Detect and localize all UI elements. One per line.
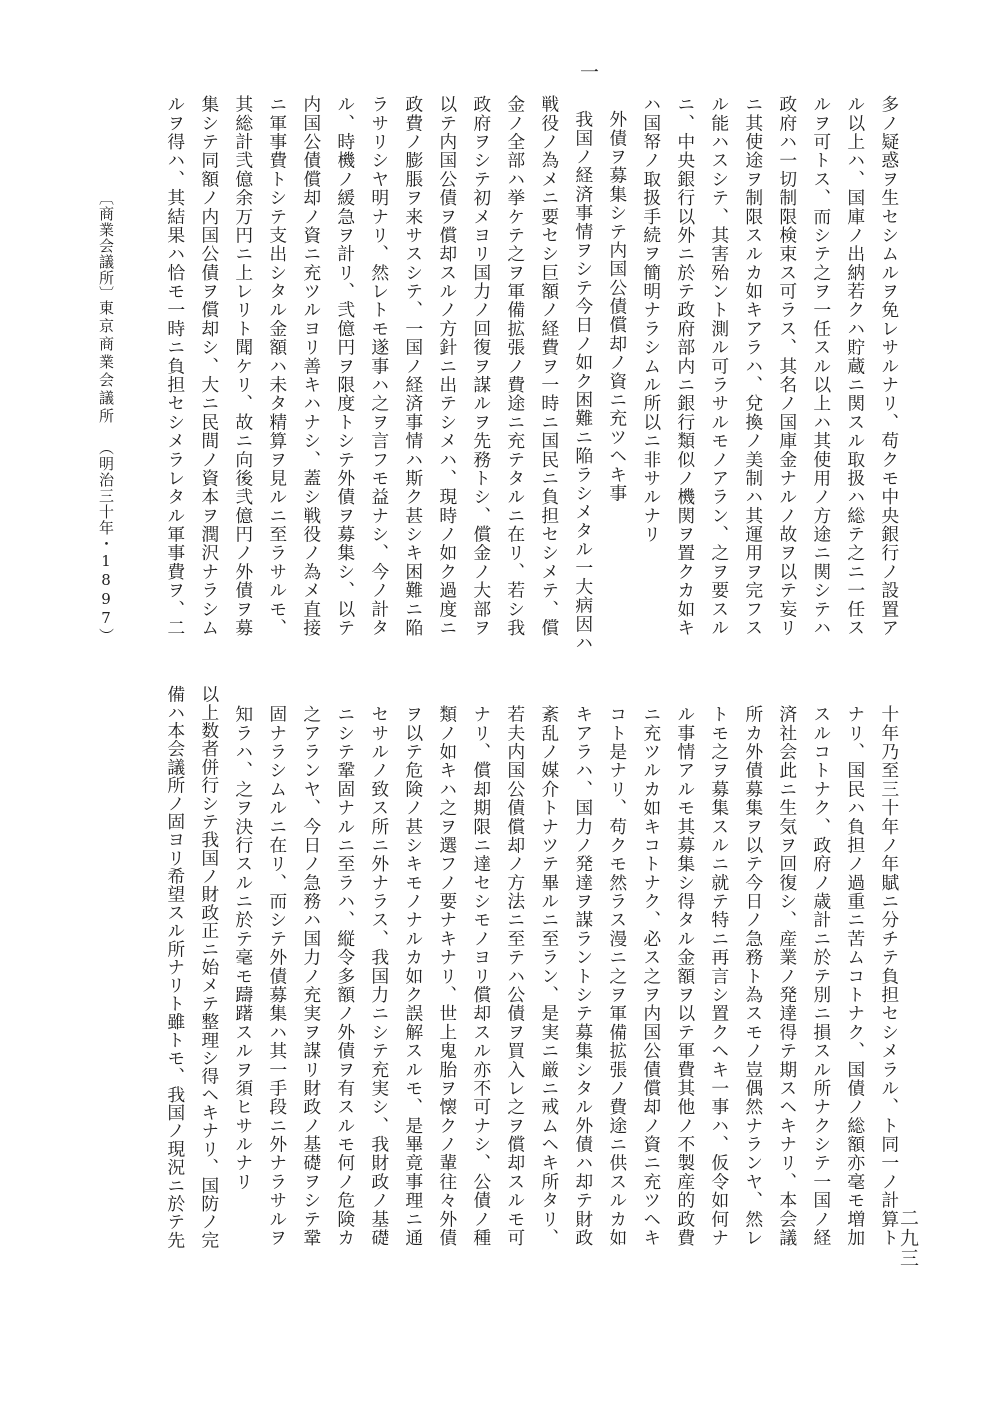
text-line: ハ国帑ノ取扱手続ヲ簡明ナラシムル所以ニ非サルナリ (640, 95, 662, 544)
text-line: ル事情アルモ其募集シ得タル金額ヲ以テ軍費其他ノ不製産的政費 (674, 705, 696, 1248)
text-line: 之アランヤ、今日ノ急務ハ国力ノ充実ヲ謀リ財政ノ基礎ヲシテ鞏 (300, 705, 322, 1248)
text-line: ルヲ得ハ、其結果ハ恰モ一時ニ負担セシメラレタル軍事費ヲ、二 (164, 95, 186, 638)
text-line: 以テ内国公債ヲ償却スルノ方針ニ出テシメハ、現時ノ如ク過度ニ (436, 95, 458, 638)
text-line: ニ、中央銀行以外ニ於テ政府部内ニ銀行類似ノ機関ヲ置クカ如キ (674, 95, 696, 638)
text-line: 固ナラシムルニ在リ、而シテ外債募集ハ其一手段ニ外ナラサルヲ (266, 705, 288, 1248)
text-line: 知ラハ、之ヲ決行スルニ於テ毫モ躊躇スルヲ須ヒサルナリ (232, 705, 254, 1191)
text-line: ルヲ可トス、而シテ之ヲ一任スル以上ハ其使用ノ方途ニ関シテハ (810, 95, 832, 638)
text-line: キアラハ、国力ノ発達ヲ謀ラントシテ募集シタル外債ハ却テ財政 (572, 705, 594, 1248)
text-line: ニ其使途ヲ制限スルカ如キアラハ、兌換ノ美制ハ其運用ヲ完フス (742, 95, 764, 638)
text-line: セサルノ致ス所ニ外ナラス、我国力ニシテ充実シ、我財政ノ基礎 (368, 705, 390, 1248)
text-line: 類ノ如キハ之ヲ選フノ要ナキナリ、世上鬼胎ヲ懐クノ輩往々外債 (436, 705, 458, 1248)
text-line: 内国公債償却ノ資ニ充ツルヨリ善キハナシ、蓋シ戦役ノ為メ直接 (300, 95, 322, 638)
section-heading: 外債ヲ募集シテ内国公債償却ノ資ニ充ツヘキ事 (606, 110, 628, 503)
text-line: 其総計弐億余万円ニ上レリト聞ケリ、故ニ向後弐億円ノ外債ヲ募 (232, 95, 254, 638)
source-organization: 東京商業会議所 (97, 300, 115, 426)
text-line: ニ充ツルカ如キコトナク、必ス之ヲ内国公債償却ノ資ニ充ツヘキ (640, 705, 662, 1248)
text-line: 集シテ同額ノ内国公債ヲ償却シ、大ニ民間ノ資本ヲ潤沢ナラシム (198, 95, 220, 638)
text-line: 若夫内国公債償却ノ方法ニ至テハ公債ヲ買入レ之ヲ償却スルモ可 (504, 705, 526, 1248)
text-line: ル能ハスシテ、其害殆ント測ル可ラサルモノアラン、之ヲ要スル (708, 95, 730, 638)
text-line: 紊乱ノ媒介トナツテ畢ルニ至ラン、是実ニ厳ニ戒ムヘキ所タリ、 (538, 705, 560, 1248)
text-line: ラサリシヤ明ナリ、然レトモ遂事ハ之ヲ言フモ益ナシ、今ノ計タ (368, 95, 390, 638)
text-line: 済社会此ニ生気ヲ回復シ、産業ノ発達得テ期スヘキナリ、本会議 (776, 705, 798, 1248)
text-line: 所カ外債募集ヲ以テ今日ノ急務ト為スモノ豈偶然ナランヤ、然レ (742, 705, 764, 1248)
text-line: ニ軍事費トシテ支出シタル金額ハ未タ精算ヲ見ルニ至ラサルモ、 (266, 95, 288, 638)
text-line: 金ノ全部ハ挙ケテ之ヲ軍備拡張ノ費途ニ充テタルニ在リ、若シ我 (504, 95, 526, 638)
text-line: 以上数者併行シテ我国ノ財政正ニ始メテ整理シ得ヘキナリ、国防ノ完 (198, 685, 220, 1249)
text-line: 多ノ疑惑ヲ生セシムルヲ免レサルナリ、苟クモ中央銀行ノ設置ア (878, 95, 900, 638)
section-mark: 一 (577, 62, 599, 81)
text-line: 備ハ本会議所ノ固ヨリ希望スル所ナリト雖トモ、我国ノ現況ニ於テ先 (164, 685, 186, 1249)
text-line: コト是ナリ、苟クモ然ラス漫ニ之ヲ軍備拡張ノ費途ニ供スルカ如 (606, 705, 628, 1248)
text-line: ル以上ハ、国庫ノ出納若クハ貯蔵ニ関スル取扱ハ総テ之ニ一任ス (844, 95, 866, 638)
text-line: 政府ハ一切制限検束ス可ラス、其名ノ国庫金ナルノ故ヲ以テ妄リ (776, 95, 798, 638)
source-date: （明治三十年・1897） (97, 440, 115, 644)
page-number: 二九三 (897, 1208, 919, 1268)
text-line: 我国ノ経済事情ヲシテ今日ノ如ク困難ニ陥ラシメタル一大病因ハ (572, 110, 594, 653)
text-line: ニシテ鞏固ナルニ至ラハ、縦令多額ノ外債ヲ有スルモ何ノ危険カ (334, 705, 356, 1248)
source-bracket: 〔商業会議所〕 (97, 190, 115, 302)
text-line: 十年乃至三十年ノ年賦ニ分チテ負担セシメラル、ト同一ノ計算ト (878, 705, 900, 1248)
text-line: トモ之ヲ募集スルニ就テ特ニ再言シ置クヘキ一事ハ、仮令如何ナ (708, 705, 730, 1248)
text-line: 政費ノ膨脹ヲ来サスシテ、一国ノ経済事情ハ斯ク甚シキ困難ニ陥 (402, 95, 424, 638)
text-line: 戦役ノ為メニ要セシ巨額ノ経費ヲ一時ニ国民ニ負担セシメテ、償 (538, 95, 560, 638)
text-line: ヲ以テ危険ノ甚シキモノナルカ如ク誤解スルモ、是畢竟事理ニ通 (402, 705, 424, 1248)
text-line: ル、時機ノ緩急ヲ計リ、弐億円ヲ限度トシテ外債ヲ募集シ、以テ (334, 95, 356, 638)
text-line: ナリ、償却期限ニ達セシモノヨリ償却スル亦不可ナシ、公債ノ種 (470, 705, 492, 1248)
text-line: ナリ、国民ハ負担ノ過重ニ苦ムコトナク、国債ノ総額亦毫モ増加 (844, 705, 866, 1248)
text-line: 政府ヲシテ初メヨリ国力ノ回復ヲ謀ルヲ先務トシ、償金ノ大部ヲ (470, 95, 492, 638)
text-line: スルコトナク、政府ノ歳計ニ於テ別ニ損スル所ナクシテ一国ノ経 (810, 705, 832, 1248)
